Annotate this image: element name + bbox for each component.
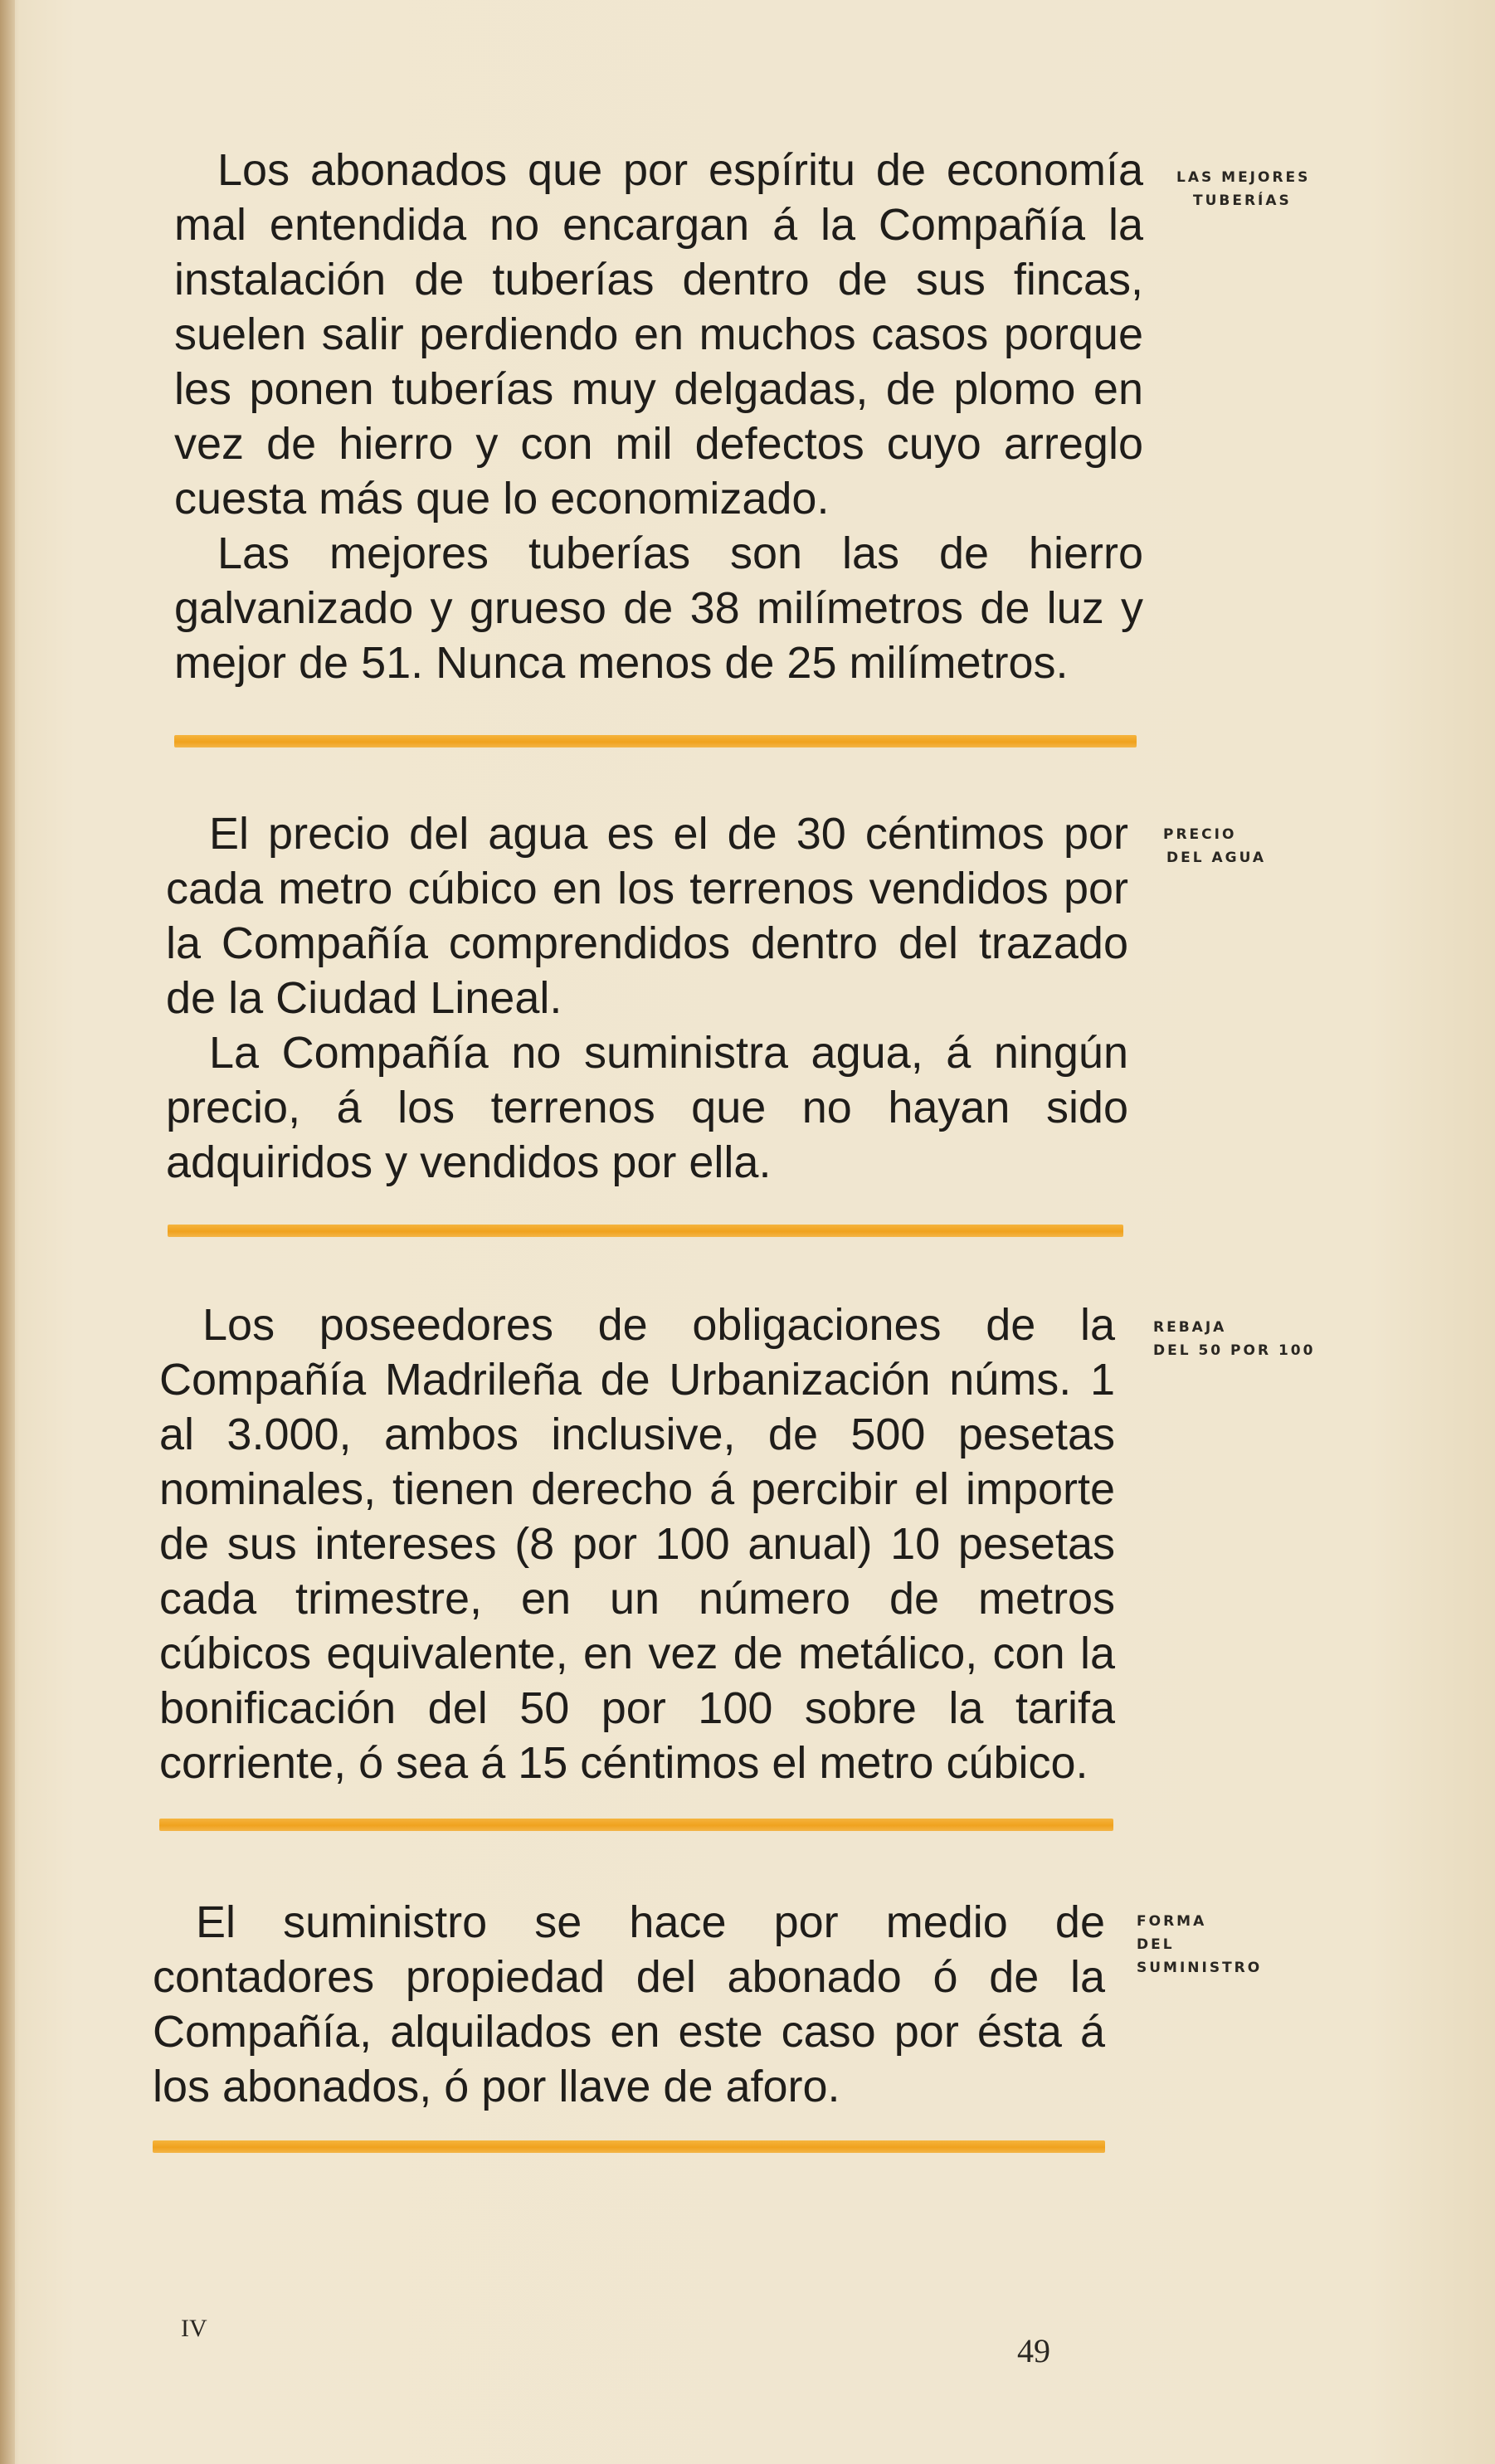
orange-divider	[168, 1225, 1123, 1237]
paragraph: Las mejores tuberías son las de hierro galvanizado y grueso de 38 milímetros de luz y mejor de 51. Nunca menos de 25 milímetros.	[174, 528, 1143, 688]
margin-note-precio: PRECIO DEL AGUA	[1163, 826, 1267, 866]
section-tuberias	[174, 143, 1143, 690]
paragraph: Los abonados que por espíritu de economía mal entendida no encargan á la Compañía la instalación de tuberías dentro de sus fincas, suelen salir perdiendo en muchos casos porque les ponen tuberías muy delgadas, de plomo en vez de hierro y con mil defectos cuyo arreglo cuesta más que lo economizado.	[174, 145, 1143, 523]
margin-note-tuberias: LAS MEJORES TUBERÍAS	[1176, 169, 1311, 209]
printer-signature: IV	[181, 2315, 207, 2342]
orange-divider	[153, 2140, 1105, 2153]
section-rebaja	[159, 1298, 1115, 1790]
orange-divider	[174, 735, 1137, 747]
margin-note-forma: FORMA DEL SUMINISTRO	[1137, 1913, 1263, 1976]
paragraph: El suministro se hace por medio de contadores propiedad del abonado ó de la Compañía, alquilados en este caso por ésta á los abonados, ó por llave de aforo.	[153, 1897, 1105, 2111]
section-forma	[153, 1895, 1105, 2114]
paragraph: Los poseedores de obligaciones de la Compañía Madrileña de Urbanización núms. 1 al 3.000, ambos inclusive, de 500 pesetas nominales, tienen derecho á percibir el importe de sus intereses (8 por 100 anual) 10 pesetas cada trimestre, en un número de metros cúbicos equivalente, en vez de metálico, con la bonificación del 50 por 100 sobre la tarifa corriente, ó sea á 15 céntimos el metro cúbico.	[159, 1300, 1115, 1788]
paragraph: La Compañía no suministra agua, á ningún precio, á los terrenos que no hayan sido adquiridos y vendidos por ella.	[166, 1028, 1128, 1187]
page-number: 49	[1017, 2332, 1050, 2369]
section-precio	[166, 806, 1128, 1190]
orange-divider	[159, 1819, 1113, 1831]
paragraph: El precio del agua es el de 30 céntimos por cada metro cúbico en los terrenos vendidos por la Compañía comprendidos dentro del trazado de la Ciudad Lineal.	[166, 809, 1128, 1023]
margin-note-rebaja: REBAJA DEL 50 POR 100	[1153, 1319, 1316, 1359]
book-spine-shadow	[0, 0, 15, 2464]
